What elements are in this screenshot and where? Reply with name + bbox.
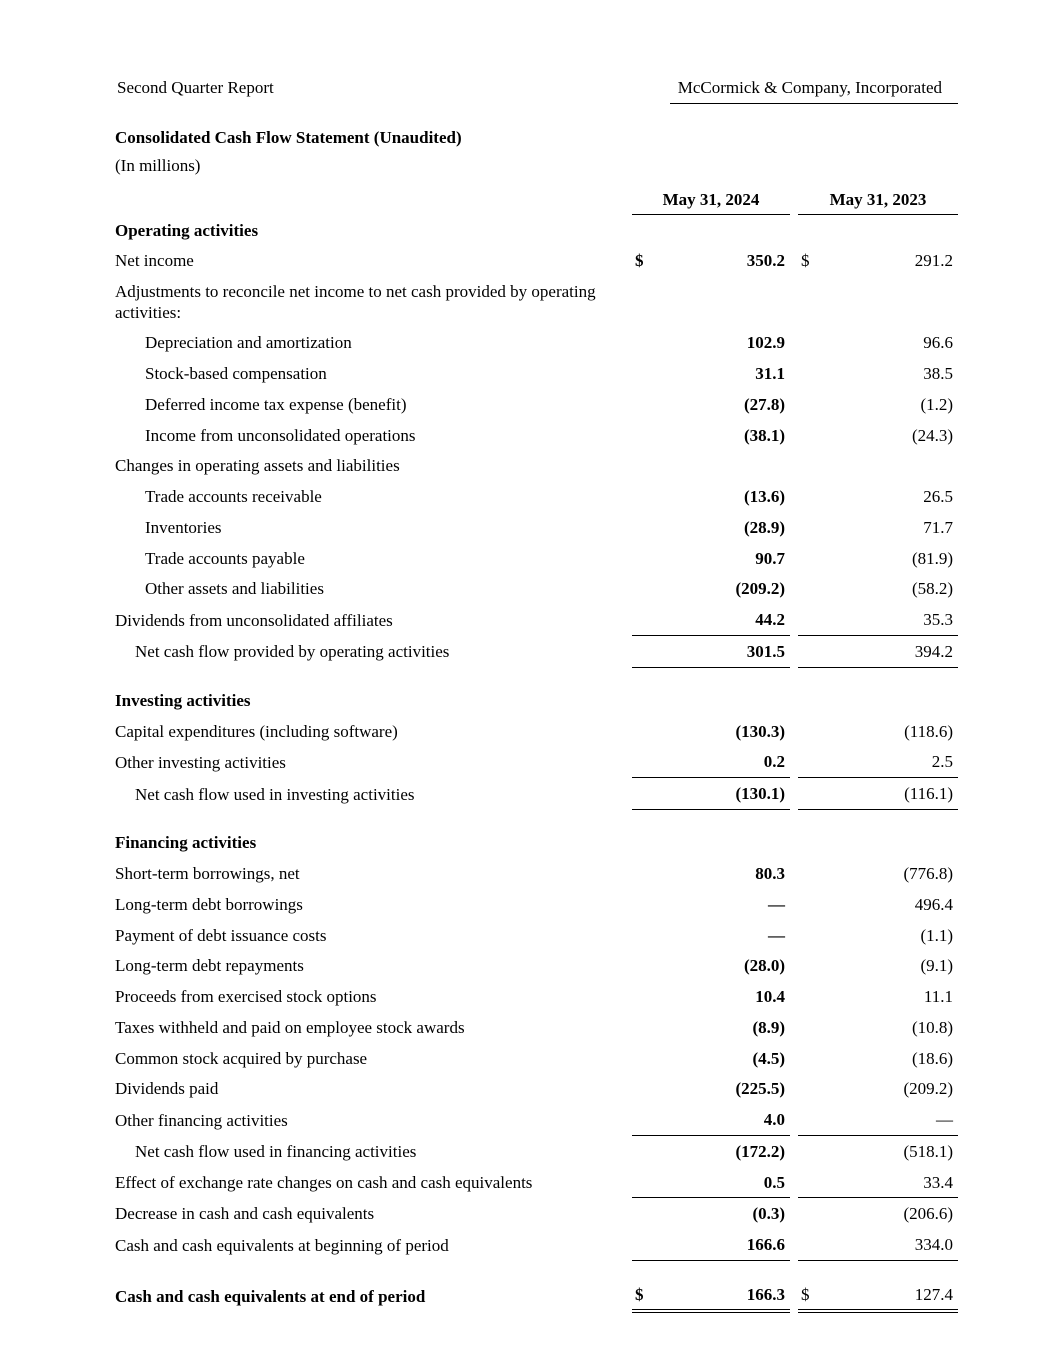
value-2024: 350.2 bbox=[746, 251, 786, 271]
value-2023: 2.5 bbox=[826, 746, 958, 777]
row-label: Net cash flow used in financing activities bbox=[135, 1141, 417, 1161]
column-gap bbox=[790, 1135, 798, 1166]
currency-symbol-2024 bbox=[632, 327, 660, 358]
row-label: Financing activities bbox=[115, 833, 257, 853]
row-payment-of-debt-issuance-costs bbox=[115, 920, 958, 951]
column-gap bbox=[790, 1104, 798, 1135]
column-gap bbox=[790, 1043, 798, 1074]
row-label: Dividends paid bbox=[115, 1079, 219, 1099]
currency-symbol-2024 bbox=[632, 481, 660, 512]
units-note: (In millions) bbox=[115, 156, 201, 175]
row-other-financing-activities bbox=[115, 1104, 958, 1135]
currency-symbol-2024 bbox=[632, 450, 660, 481]
label-column-header bbox=[115, 190, 632, 215]
value-2024: 44.2 bbox=[660, 604, 790, 635]
currency-symbol-2023 bbox=[798, 215, 826, 246]
column-gap bbox=[790, 778, 798, 810]
value-2024: 4.0 bbox=[660, 1104, 790, 1135]
currency-symbol-2023 bbox=[798, 889, 826, 920]
currency-symbol-2024 bbox=[632, 389, 660, 420]
currency-symbol-2024 bbox=[632, 778, 660, 810]
currency-symbol-2023 bbox=[798, 1104, 826, 1135]
currency-symbol-2024 bbox=[632, 1198, 660, 1229]
currency-symbol-2024 bbox=[632, 950, 660, 981]
row-long-term-debt-borrowings bbox=[115, 889, 958, 920]
value-2024: 90.7 bbox=[755, 548, 786, 568]
currency-symbol-2024 bbox=[632, 1229, 660, 1260]
currency-symbol-2023: $ bbox=[801, 251, 810, 271]
row-label: Long-term debt repayments bbox=[115, 956, 304, 976]
row-label: Other assets and liabilities bbox=[145, 579, 324, 599]
row-label: Other investing activities bbox=[115, 752, 286, 772]
currency-symbol-2023 bbox=[798, 1073, 826, 1104]
column-gap bbox=[790, 481, 798, 512]
currency-symbol-2024 bbox=[632, 543, 660, 574]
row-dividends-from-unconsolidated-affiliates bbox=[115, 604, 958, 635]
row-trade-accounts-payable bbox=[115, 543, 958, 574]
value-2023: 127.4 bbox=[826, 1260, 958, 1311]
value-2023: 33.4 bbox=[826, 1167, 958, 1198]
row-dividends-paid bbox=[115, 1073, 958, 1104]
row-label: Decrease in cash and cash equivalents bbox=[115, 1204, 375, 1224]
column-gap bbox=[790, 245, 798, 276]
value-2023: 26.5 bbox=[923, 487, 954, 507]
currency-symbol-2023 bbox=[798, 778, 826, 810]
row-investing-activities bbox=[115, 667, 958, 716]
row-label: Net income bbox=[115, 251, 194, 271]
currency-symbol-2024 bbox=[632, 604, 660, 635]
row-label: Proceeds from exercised stock options bbox=[115, 987, 377, 1007]
currency-symbol-2023 bbox=[798, 950, 826, 981]
row-capital-expenditures-including-software bbox=[115, 716, 958, 747]
currency-symbol-2023 bbox=[798, 746, 826, 777]
currency-symbol-2023 bbox=[798, 1043, 826, 1074]
value-2024 bbox=[660, 215, 790, 246]
currency-symbol-2023 bbox=[798, 450, 826, 481]
currency-symbol-2024 bbox=[632, 1012, 660, 1043]
value-2023: 38.5 bbox=[923, 364, 954, 384]
column-gap bbox=[790, 858, 798, 889]
row-net-income bbox=[115, 245, 958, 276]
row-net-cash-flow-provided-by-operating-activities bbox=[115, 635, 958, 667]
value-2023: (58.2) bbox=[911, 579, 954, 599]
value-2023: (10.8) bbox=[911, 1017, 954, 1037]
row-income-from-unconsolidated-operations bbox=[115, 420, 958, 451]
value-2023: (1.2) bbox=[920, 394, 954, 414]
value-2023 bbox=[826, 809, 958, 858]
currency-symbol-2023 bbox=[798, 1012, 826, 1043]
value-2024 bbox=[660, 667, 790, 716]
column-gap bbox=[790, 389, 798, 420]
currency-symbol-2023 bbox=[798, 389, 826, 420]
column-gap bbox=[790, 604, 798, 635]
row-label: Investing activities bbox=[115, 691, 251, 711]
currency-symbol-2024 bbox=[632, 358, 660, 389]
currency-symbol-2023 bbox=[798, 327, 826, 358]
row-operating-activities bbox=[115, 215, 958, 246]
column-gap bbox=[790, 420, 798, 451]
column-gap bbox=[790, 1260, 798, 1311]
currency-symbol-2024 bbox=[632, 1135, 660, 1166]
value-2024: — bbox=[768, 894, 786, 914]
value-2024: (27.8) bbox=[743, 394, 786, 414]
column-gap bbox=[790, 950, 798, 981]
value-2024 bbox=[660, 450, 790, 481]
value-2024 bbox=[660, 809, 790, 858]
column-gap bbox=[790, 746, 798, 777]
value-2023: (18.6) bbox=[911, 1048, 954, 1068]
currency-symbol-2023 bbox=[798, 809, 826, 858]
row-label: Taxes withheld and paid on employee stock awards bbox=[115, 1017, 465, 1037]
value-2024 bbox=[660, 276, 790, 327]
value-2024: 0.5 bbox=[660, 1167, 790, 1198]
column-gap bbox=[790, 716, 798, 747]
value-2024: (209.2) bbox=[735, 579, 786, 599]
currency-symbol-2024 bbox=[632, 809, 660, 858]
value-2024: 0.2 bbox=[660, 746, 790, 777]
row-label: Inventories bbox=[145, 517, 222, 537]
currency-symbol-2024 bbox=[632, 858, 660, 889]
column-gap bbox=[790, 276, 798, 327]
row-short-term-borrowings-net bbox=[115, 858, 958, 889]
currency-symbol-2023 bbox=[798, 276, 826, 327]
row-label: Common stock acquired by purchase bbox=[115, 1048, 368, 1068]
value-2023: (81.9) bbox=[911, 548, 954, 568]
column-gap bbox=[790, 635, 798, 667]
column-gap bbox=[790, 573, 798, 604]
value-2024: 10.4 bbox=[755, 987, 786, 1007]
row-taxes-withheld-and-paid-on-employee-stock-awards bbox=[115, 1012, 958, 1043]
column-gap bbox=[790, 981, 798, 1012]
value-2023: 71.7 bbox=[923, 517, 954, 537]
value-2023 bbox=[826, 276, 958, 327]
row-net-cash-flow-used-in-financing-activities bbox=[115, 1135, 958, 1166]
row-cash-and-cash-equivalents-at-beginning-of-period bbox=[115, 1229, 958, 1260]
column-gap bbox=[790, 1012, 798, 1043]
value-2023 bbox=[826, 215, 958, 246]
currency-symbol-2024 bbox=[632, 215, 660, 246]
value-2024: (38.1) bbox=[743, 425, 786, 445]
row-adjustments-to-reconcile-net-income-to-net-cash- bbox=[115, 276, 958, 327]
currency-symbol-2024 bbox=[632, 276, 660, 327]
row-long-term-debt-repayments bbox=[115, 950, 958, 981]
value-2024: (8.9) bbox=[752, 1017, 786, 1037]
column-gap-header bbox=[790, 190, 798, 215]
row-decrease-in-cash-and-cash-equivalents bbox=[115, 1198, 958, 1229]
row-label: Adjustments to reconcile net income to net cash provided by operating activities: bbox=[115, 281, 596, 322]
statement-title: Consolidated Cash Flow Statement (Unaudited) bbox=[115, 128, 462, 147]
currency-symbol-2024 bbox=[632, 1043, 660, 1074]
column-gap bbox=[790, 809, 798, 858]
value-2024: (13.6) bbox=[743, 487, 786, 507]
value-2024: (28.9) bbox=[743, 517, 786, 537]
currency-symbol-2024 bbox=[632, 746, 660, 777]
column-gap bbox=[790, 1229, 798, 1260]
value-2023: 35.3 bbox=[826, 604, 958, 635]
currency-symbol-2023: $ bbox=[798, 1260, 826, 1311]
value-2023: — bbox=[826, 1104, 958, 1135]
value-2023: (518.1) bbox=[903, 1141, 954, 1161]
row-common-stock-acquired-by-purchase bbox=[115, 1043, 958, 1074]
value-2024: (225.5) bbox=[735, 1079, 786, 1099]
currency-symbol-2024 bbox=[632, 716, 660, 747]
row-trade-accounts-receivable bbox=[115, 481, 958, 512]
value-2024: (130.3) bbox=[735, 721, 786, 741]
currency-symbol-2024 bbox=[632, 981, 660, 1012]
column-gap bbox=[790, 358, 798, 389]
currency-symbol-2023 bbox=[798, 635, 826, 667]
currency-symbol-2023 bbox=[798, 604, 826, 635]
currency-symbol-2024 bbox=[632, 420, 660, 451]
currency-symbol-2024 bbox=[632, 889, 660, 920]
row-label: Net cash flow provided by operating activities bbox=[135, 642, 450, 662]
currency-symbol-2024: $ bbox=[632, 1260, 660, 1311]
row-label: Deferred income tax expense (benefit) bbox=[145, 394, 407, 414]
currency-symbol-2024 bbox=[632, 635, 660, 667]
row-cash-and-cash-equivalents-at-end-of-period bbox=[115, 1260, 958, 1311]
row-stock-based-compensation bbox=[115, 358, 958, 389]
value-2023: (776.8) bbox=[903, 864, 954, 884]
row-label: Cash and cash equivalents at end of period bbox=[115, 1286, 426, 1306]
row-label: Cash and cash equivalents at beginning of period bbox=[115, 1235, 449, 1255]
column-gap bbox=[790, 1198, 798, 1229]
value-2023: 96.6 bbox=[923, 333, 954, 353]
row-label: Effect of exchange rate changes on cash and cash equivalents bbox=[115, 1173, 533, 1193]
row-label: Stock-based compensation bbox=[145, 364, 327, 384]
value-2024: (172.2) bbox=[735, 1141, 786, 1161]
currency-symbol-2023 bbox=[798, 981, 826, 1012]
row-label: Payment of debt issuance costs bbox=[115, 925, 327, 945]
value-2024: (0.3) bbox=[752, 1204, 786, 1224]
column-gap bbox=[790, 543, 798, 574]
column-gap bbox=[790, 889, 798, 920]
column-header-2023: May 31, 2023 bbox=[798, 190, 958, 215]
value-2023: (118.6) bbox=[904, 721, 954, 741]
row-other-investing-activities bbox=[115, 746, 958, 777]
currency-symbol-2024 bbox=[632, 1104, 660, 1135]
document-header bbox=[115, 78, 958, 104]
column-header-2024: May 31, 2024 bbox=[632, 190, 790, 215]
currency-symbol-2023 bbox=[798, 1198, 826, 1229]
value-2024: 102.9 bbox=[746, 333, 786, 353]
row-label: Income from unconsolidated operations bbox=[145, 425, 416, 445]
row-depreciation-and-amortization bbox=[115, 327, 958, 358]
value-2023 bbox=[826, 450, 958, 481]
value-2024: 301.5 bbox=[660, 635, 790, 667]
currency-symbol-2024 bbox=[632, 920, 660, 951]
currency-symbol-2023 bbox=[798, 543, 826, 574]
row-label: Long-term debt borrowings bbox=[115, 894, 303, 914]
row-net-cash-flow-used-in-investing-activities bbox=[115, 778, 958, 810]
value-2024: (28.0) bbox=[743, 956, 786, 976]
currency-symbol-2023 bbox=[798, 512, 826, 543]
row-label: Changes in operating assets and liabilities bbox=[115, 456, 400, 476]
value-2023: (206.6) bbox=[903, 1204, 954, 1224]
value-2023: (1.1) bbox=[920, 925, 954, 945]
cash-flow-body bbox=[115, 215, 958, 1312]
column-gap bbox=[790, 920, 798, 951]
value-2023: 496.4 bbox=[914, 894, 954, 914]
column-gap bbox=[790, 667, 798, 716]
currency-symbol-2023 bbox=[798, 1229, 826, 1260]
row-other-assets-and-liabilities bbox=[115, 573, 958, 604]
value-2024: 166.6 bbox=[660, 1229, 790, 1260]
value-2024: (4.5) bbox=[752, 1048, 786, 1068]
value-2023: 334.0 bbox=[826, 1229, 958, 1260]
currency-symbol-2023 bbox=[798, 1167, 826, 1198]
currency-symbol-2024 bbox=[632, 1073, 660, 1104]
currency-symbol-2023 bbox=[798, 481, 826, 512]
row-inventories bbox=[115, 512, 958, 543]
row-label: Short-term borrowings, net bbox=[115, 864, 300, 884]
value-2023: (24.3) bbox=[911, 425, 954, 445]
row-deferred-income-tax-expense-benefit bbox=[115, 389, 958, 420]
currency-symbol-2024 bbox=[632, 512, 660, 543]
column-header-row bbox=[115, 190, 958, 215]
row-changes-in-operating-assets-and-liabilities bbox=[115, 450, 958, 481]
column-gap bbox=[790, 215, 798, 246]
value-2023: (116.1) bbox=[826, 778, 958, 810]
row-label: Trade accounts payable bbox=[145, 548, 305, 568]
currency-symbol-2024 bbox=[632, 573, 660, 604]
currency-symbol-2023 bbox=[798, 858, 826, 889]
value-2023: (209.2) bbox=[903, 1079, 954, 1099]
currency-symbol-2023 bbox=[798, 420, 826, 451]
row-label: Depreciation and amortization bbox=[145, 333, 352, 353]
value-2024: (130.1) bbox=[660, 778, 790, 810]
row-label: Operating activities bbox=[115, 220, 259, 240]
currency-symbol-2023 bbox=[798, 358, 826, 389]
value-2024: 166.3 bbox=[660, 1260, 790, 1311]
currency-symbol-2023 bbox=[798, 667, 826, 716]
value-2023: 394.2 bbox=[826, 635, 958, 667]
currency-symbol-2024: $ bbox=[635, 251, 644, 271]
row-label: Dividends from unconsolidated affiliates bbox=[115, 610, 393, 630]
company-name: McCormick & Company, Incorporated bbox=[670, 78, 958, 104]
value-2023: 291.2 bbox=[914, 251, 954, 271]
row-label: Net cash flow used in investing activities bbox=[135, 784, 415, 804]
currency-symbol-2024 bbox=[632, 667, 660, 716]
row-effect-of-exchange-rate-changes-on-cash-and-cash bbox=[115, 1167, 958, 1198]
row-proceeds-from-exercised-stock-options bbox=[115, 981, 958, 1012]
currency-symbol-2023 bbox=[798, 716, 826, 747]
value-2024: 31.1 bbox=[755, 364, 786, 384]
value-2023: (9.1) bbox=[920, 956, 954, 976]
value-2024: 80.3 bbox=[755, 864, 786, 884]
column-gap bbox=[790, 1073, 798, 1104]
value-2023: 11.1 bbox=[923, 987, 954, 1007]
cash-flow-table bbox=[115, 190, 958, 1313]
currency-symbol-2023 bbox=[798, 920, 826, 951]
currency-symbol-2023 bbox=[798, 573, 826, 604]
currency-symbol-2024 bbox=[632, 1167, 660, 1198]
column-gap bbox=[790, 327, 798, 358]
value-2023 bbox=[826, 667, 958, 716]
value-2024: — bbox=[768, 925, 786, 945]
row-label: Other financing activities bbox=[115, 1110, 288, 1130]
row-financing-activities bbox=[115, 809, 958, 858]
row-label: Trade accounts receivable bbox=[145, 487, 322, 507]
currency-symbol-2023 bbox=[798, 1135, 826, 1166]
column-gap bbox=[790, 450, 798, 481]
row-label: Capital expenditures (including software) bbox=[115, 721, 398, 741]
column-gap bbox=[790, 512, 798, 543]
column-gap bbox=[790, 1167, 798, 1198]
report-period: Second Quarter Report bbox=[117, 78, 274, 97]
